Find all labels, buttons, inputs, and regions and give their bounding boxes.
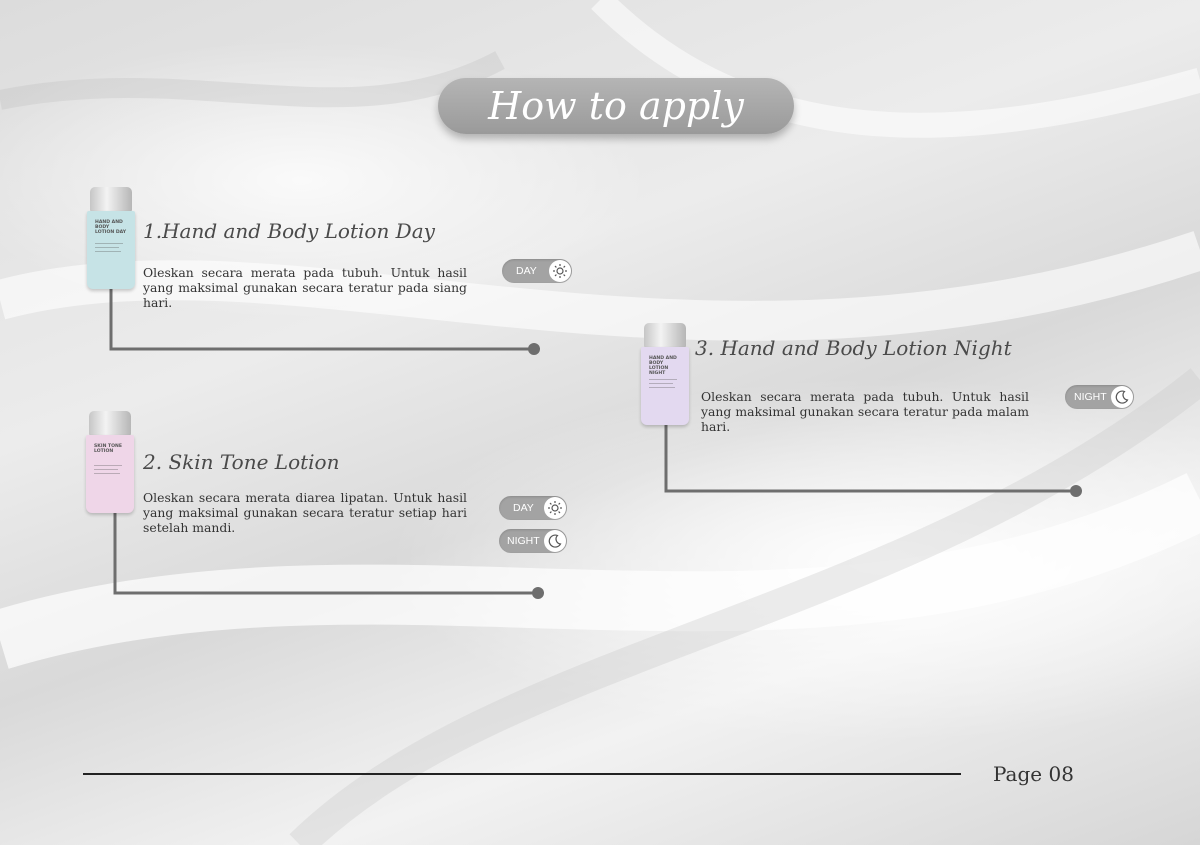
step-1-description: Oleskan secara merata pada tubuh. Untuk hasil yang maksimal gunakan secara teratur pada siang hari.: [143, 265, 467, 310]
step-1-heading: 1.Hand and Body Lotion Day: [143, 219, 435, 243]
step-2-heading: 2. Skin Tone Lotion: [143, 450, 340, 474]
day-toggle-step-1[interactable]: [502, 259, 572, 283]
moon-icon: [544, 530, 566, 552]
bottle-body: [87, 211, 135, 289]
product-bottle-skin-tone: [86, 411, 134, 515]
bottle-cap: [89, 411, 131, 435]
toggle-label: DAY: [516, 265, 537, 277]
sun-icon: [544, 497, 566, 519]
moon-icon: [1111, 386, 1133, 408]
night-toggle-step-3[interactable]: [1065, 385, 1134, 409]
bottle-label: SKIN TONE LOTION: [94, 444, 123, 454]
toggle-label: NIGHT: [507, 535, 540, 547]
bottle-cap: [90, 187, 132, 211]
bottle-cap: [644, 323, 686, 347]
product-bottle-night: [641, 323, 689, 427]
toggle-label: DAY: [513, 502, 534, 514]
page-title: How to apply: [488, 84, 744, 128]
bottle-body: [86, 435, 134, 513]
night-toggle-step-2[interactable]: [499, 529, 567, 553]
step-2-description: Oleskan secara merata diarea lipatan. Untuk hasil yang maksimal gunakan secara teratur setiap hari setelah mandi.: [143, 490, 467, 535]
toggle-label: NIGHT: [1074, 391, 1107, 403]
page-number: Page 08: [993, 762, 1074, 786]
title-pill: [438, 78, 794, 134]
step-3-heading: 3. Hand and Body Lotion Night: [695, 336, 1012, 360]
product-bottle-day: [87, 187, 135, 291]
day-toggle-step-2[interactable]: [499, 496, 567, 520]
footer-divider: [83, 773, 961, 775]
step-3-description: Oleskan secara merata pada tubuh. Untuk hasil yang maksimal gunakan secara teratur pada malam hari.: [701, 389, 1029, 434]
bottle-label: HAND AND BODY LOTION DAY: [95, 220, 127, 235]
bottle-label: HAND AND BODY LOTION NIGHT: [649, 356, 677, 376]
bottle-body: [641, 347, 689, 425]
sun-icon: [549, 260, 571, 282]
